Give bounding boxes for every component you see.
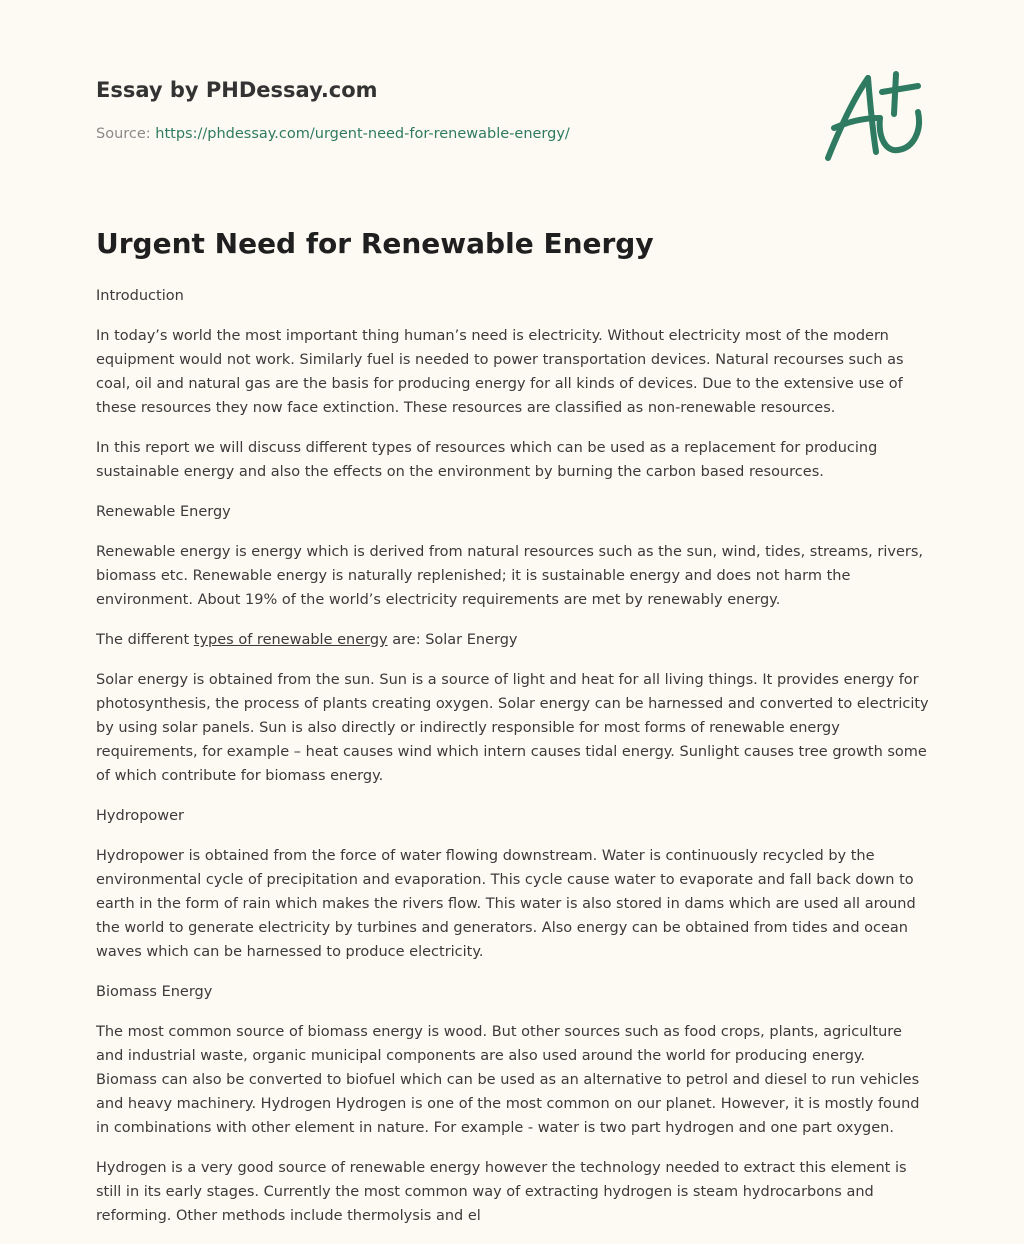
paragraph: In today’s world the most important thing human’s need is electricity. Without electricity most of the modern equipment would not work. Similarly fuel is needed to power transportation devices. Natural recourses such as coal, oil and natural gas are the basis for producing energy for all kinds of devices. Due to the extensive use of these resources they now face extinction. These resources are classified as non-renewable resources. (96, 328, 904, 416)
types-text-after: are: Solar Energy (387, 632, 518, 648)
paragraph: Hydropower is obtained from the force of water flowing downstream. Water is continuously recycled by the environmental cycle of precipitation and evaporation. This cycle cause water to evaporate and fall back down to earth in the form of rain which makes the rivers flow. This water is also stored in dams which are used all around the world to generate electricity by turbines and generators. Also energy can be obtained from tides and ocean waves which can be harnessed to produce electricity. (96, 848, 916, 960)
types-text-before: The different (96, 632, 194, 648)
section-heading-hydropower: Hydropower (96, 808, 185, 824)
paragraph: Hydrogen is a very good source of renewable energy however the technology needed to extract this element is still in its early stages. Currently the most common way of extracting hydrogen is steam hydrocarbons and reforming. Other methods include thermolysis and el (96, 1160, 907, 1224)
paragraph: The most common source of biomass energy is wood. But other sources such as food crops, plants, agriculture and industrial waste, organic municipal components are also used around the world for producing energy. Biomass can also be converted to biofuel which can be used as an alternative to petrol and diesel to run vehicles and heavy machinery. Hydrogen Hydrogen is one of the most common on our planet. However, it is mostly found in combinations with other element in nature. For example - water is two part hydrogen and one part oxygen. (96, 1024, 920, 1136)
paragraph: Solar energy is obtained from the sun. Sun is a source of light and heat for all living things. It provides energy for photosynthesis, the process of plants creating oxygen. Solar energy can be harnessed and converted to electricity by using solar panels. Sun is also directly or indirectly responsible for most forms of renewable energy requirements, for example – heat causes wind which intern causes tidal energy. Sunlight causes tree growth some of which contribute for biomass energy. (96, 672, 929, 784)
brand-title: Essay by PHDessay.com (96, 78, 378, 102)
a-plus-logo-icon (818, 66, 930, 170)
section-heading-renewable-energy: Renewable Energy (96, 504, 231, 520)
section-heading-introduction: Introduction (96, 288, 184, 304)
paragraph: In this report we will discuss different types of resources which can be used as a replacement for producing sustainable energy and also the effects on the environment by burning the carbon based resources. (96, 440, 878, 480)
paragraph-types (96, 628, 930, 652)
section-heading-biomass-energy: Biomass Energy (96, 984, 213, 1000)
source-label: Source: (96, 126, 151, 142)
essay-title: Urgent Need for Renewable Energy (96, 227, 654, 260)
source-link[interactable]: https://phdessay.com/urgent-need-for-renewable-energy/ (155, 126, 570, 142)
essay-page (96, 0, 930, 1244)
essay-body (96, 284, 930, 1244)
source-line (96, 124, 570, 144)
paragraph: Renewable energy is energy which is derived from natural resources such as the sun, wind, tides, streams, rivers, biomass etc. Renewable energy is naturally replenished; it is sustainable energy and does not harm the environment. About 19% of the world’s electricity requirements are met by renewably energy. (96, 544, 923, 608)
types-of-renewable-energy-link[interactable]: types of renewable energy (193, 632, 388, 648)
